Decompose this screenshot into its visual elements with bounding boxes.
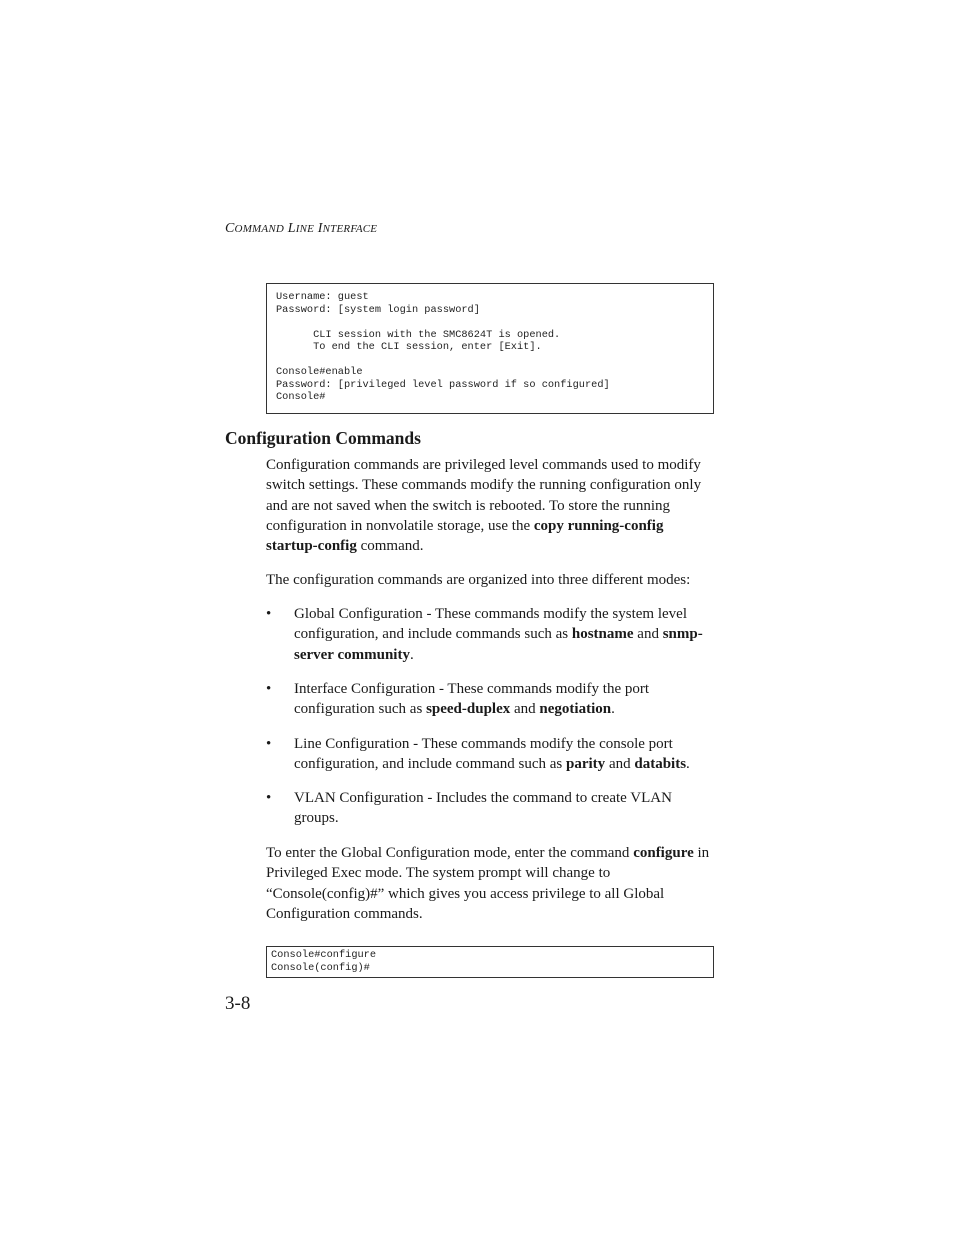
bullet-text: and bbox=[605, 756, 635, 773]
para1-text: Configuration commands are privileged level commands used to modify switch settings. These commands modify the running configuration only and are not saved when the switch is rebooted. To store the running configuration in nonvolatile storage, use the bbox=[266, 457, 702, 534]
bullet-command: negotiation bbox=[539, 701, 612, 718]
page-number: 3-8 bbox=[225, 993, 251, 1014]
bullet-text: and bbox=[633, 626, 663, 643]
header-s1: OMMAND bbox=[234, 223, 285, 235]
bullet-command: snmp-server community bbox=[294, 626, 703, 663]
header-c2: L bbox=[287, 221, 296, 236]
bullet-text: Line Configuration - These commands modify the console port configuration, and include command such as bbox=[294, 736, 673, 773]
header-c1: C bbox=[225, 221, 235, 236]
bullet-command: databits bbox=[634, 756, 687, 773]
list-item-text bbox=[294, 604, 714, 665]
list-item-text bbox=[294, 788, 714, 829]
para1-tail: command. bbox=[356, 538, 424, 555]
bullet-command: speed-duplex bbox=[426, 701, 511, 718]
list-item-text bbox=[294, 734, 714, 775]
para1-command: copy running-config startup-config bbox=[266, 517, 664, 555]
para3-command: configure bbox=[633, 845, 694, 861]
para3-text: To enter the Global Configuration mode, enter the command bbox=[266, 845, 634, 861]
cli-configure-code-block: Console#configure Console(config)# bbox=[266, 946, 714, 978]
bullet-text: . bbox=[409, 646, 414, 663]
bullet-icon: • bbox=[266, 606, 272, 622]
paragraph-intro bbox=[266, 455, 714, 556]
bullet-icon: • bbox=[266, 790, 272, 806]
header-s2: INE bbox=[295, 223, 315, 235]
running-header bbox=[225, 221, 377, 237]
bullet-icon: • bbox=[266, 736, 272, 752]
bullet-text: and bbox=[510, 701, 540, 718]
header-c3: I bbox=[317, 221, 323, 236]
para3-text: in Privileged Exec mode. The system prompt will change to “Console(config)#” which gives you access privilege to all Global Configuration commands. bbox=[266, 845, 710, 922]
bullet-text: VLAN Configuration - Includes the command to create VLAN groups. bbox=[294, 790, 672, 827]
paragraph-enter-global-config bbox=[266, 843, 714, 924]
paragraph-modes: The configuration commands are organized into three different modes: bbox=[266, 572, 691, 588]
bullet-icon: • bbox=[266, 681, 272, 697]
list-item-text bbox=[294, 679, 714, 720]
bullet-text: . bbox=[611, 701, 615, 718]
bullet-text: Global Configuration - These commands modify the system level configuration, and include commands such as bbox=[294, 606, 687, 643]
bullet-command: hostname bbox=[571, 626, 634, 643]
section-title: Configuration Commands bbox=[225, 428, 421, 448]
bullet-text: Interface Configuration - These commands modify the port configuration such as bbox=[294, 681, 650, 718]
bullet-command: parity bbox=[566, 756, 606, 773]
cli-login-code-block: Username: guest Password: [system login password] CLI session with the SMC8624T is opened. To end the CLI session, enter [Exit]. Console#enable Password: [privileged level password if so configured] Console# bbox=[266, 283, 714, 414]
bullet-text: . bbox=[686, 756, 690, 773]
header-s3: NTERFACE bbox=[322, 223, 378, 235]
